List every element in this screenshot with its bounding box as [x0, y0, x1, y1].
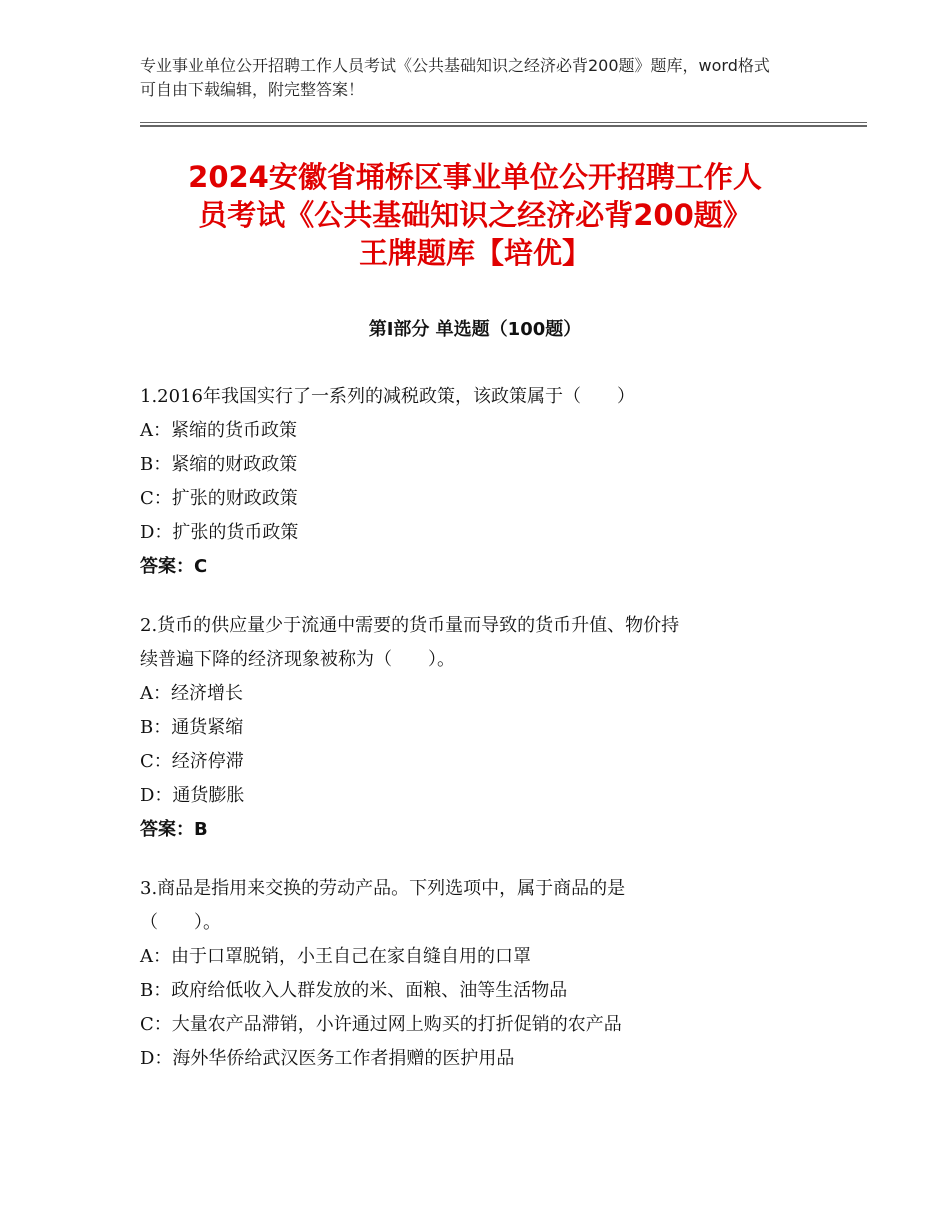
- title-line: 员考试《公共基础知识之经济必背200题》: [198, 198, 752, 232]
- question-item: [140, 609, 820, 847]
- title-line: 2024安徽省埇桥区事业单位公开招聘工作人: [188, 160, 762, 194]
- answer-line: 答案：B: [140, 819, 208, 840]
- answer-line: 答案：C: [140, 556, 208, 577]
- header-rule-thick: [140, 125, 867, 127]
- question-item: [140, 380, 820, 584]
- option-d: D：通货膨胀: [140, 785, 245, 806]
- header-note: 专业事业单位公开招聘工作人员考试《公共基础知识之经济必背200题》题库，word格式可自由下载编辑，附完整答案！: [140, 56, 770, 99]
- option-d: D：扩张的货币政策: [140, 522, 299, 543]
- question-stem-continued: 续普遍下降的经济现象被称为（ ）。: [140, 649, 455, 670]
- question-stem: 3.商品是指用来交换的劳动产品。下列选项中，属于商品的是: [140, 878, 626, 899]
- question-stem: 2.货币的供应量少于流通中需要的货币量而导致的货币升值、物价持: [140, 615, 680, 636]
- option-b: B：紧缩的财政政策: [140, 454, 298, 475]
- question-stem-continued: （ ）。: [140, 912, 221, 933]
- option-a: A：经济增长: [140, 683, 243, 704]
- question-item: [140, 872, 820, 1076]
- option-c: C：扩张的财政政策: [140, 488, 298, 509]
- document-title: [130, 158, 820, 272]
- option-c: C：大量农产品滞销，小许通过网上购买的打折促销的农产品: [140, 1014, 622, 1035]
- option-a: A：紧缩的货币政策: [140, 420, 297, 441]
- option-b: B：通货紧缩: [140, 717, 244, 738]
- option-a: A：由于口罩脱销，小王自己在家自缝自用的口罩: [140, 946, 531, 967]
- title-line: 王牌题库【培优】: [358, 236, 591, 270]
- option-d: D：海外华侨给武汉医务工作者捐赠的医护用品: [140, 1048, 515, 1069]
- question-stem: 1.2016年我国实行了一系列的减税政策，该政策属于（ ）: [140, 386, 635, 407]
- option-b: B：政府给低收入人群发放的米、面粮、油等生活物品: [140, 980, 568, 1001]
- option-c: C：经济停滞: [140, 751, 244, 772]
- question-list: [140, 380, 820, 1101]
- section-title: 第Ⅰ部分 单选题（100题）: [368, 319, 582, 340]
- header-rule-thin: [140, 122, 867, 123]
